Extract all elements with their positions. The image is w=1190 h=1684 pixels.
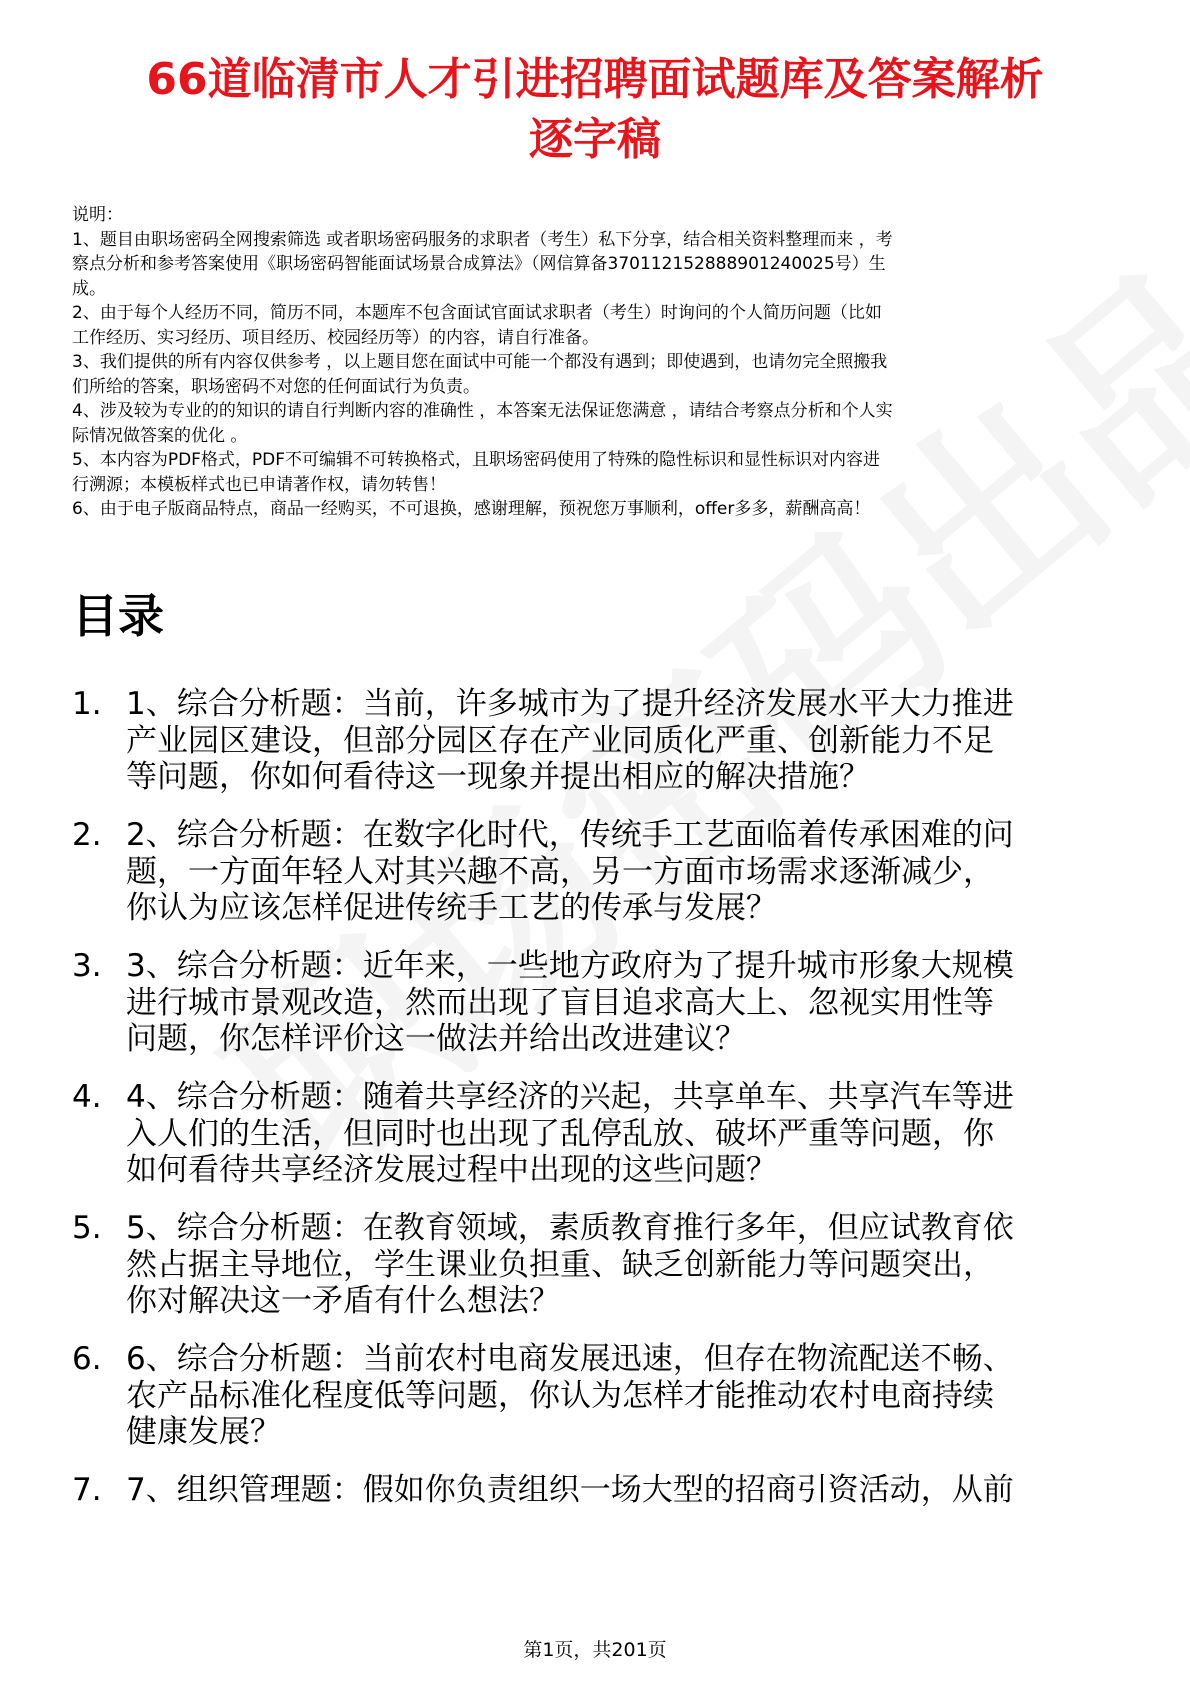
toc-item-line: 然占据主导地位，学生课业负担重、缺乏创新能力等问题突出， <box>126 1246 994 1283</box>
toc-item-line: 3、综合分析题：近年来，一些地方政府为了提升城市形象大规模 <box>126 948 1014 984</box>
toc-item[interactable] <box>72 817 1132 927</box>
notes-line: 们所给的答案，职场密码不对您的任何面试行为负责。 <box>72 376 480 397</box>
toc-item-line: 问题，你怎样评价这一做法并给出改进建议？ <box>126 1021 746 1057</box>
toc-item-text <box>126 817 1132 927</box>
toc-item[interactable] <box>72 948 1132 1058</box>
toc-item-text <box>126 1079 1132 1189</box>
page-footer: 第1页，共201页 <box>523 1639 667 1661</box>
toc-item[interactable] <box>72 686 1132 796</box>
toc-item-line: 6、综合分析题：当前农村电商发展迅速，但存在物流配送不畅、 <box>126 1341 1014 1377</box>
title-line: 逐字稿 <box>529 114 661 165</box>
toc-item-line: 农产品标准化程度低等问题，你认为怎样才能推动农村电商持续 <box>126 1377 994 1414</box>
toc-item-number: 3. <box>72 948 102 984</box>
toc-heading: 目录 <box>72 589 164 643</box>
toc-item-line: 等问题，你如何看待这一现象并提出相应的解决措施？ <box>126 759 870 795</box>
notes-line: 4、涉及较为专业的的知识的请自行判断内容的准确性 ，本答案无法保证您满意 ，请结合考察点分析和个人实 <box>72 401 893 421</box>
toc-item-line: 5、综合分析题：在教育领域，素质教育推行多年，但应试教育依 <box>126 1210 1014 1246</box>
toc-item-line: 如何看待共享经济发展过程中出现的这些问题？ <box>126 1152 777 1188</box>
toc-item-text <box>126 948 1132 1058</box>
notes-line: 3、我们提供的所有内容仅供参考 ，以上题目您在面试中可能一个都没有遇到；即使遇到，也请勿完全照搬我 <box>72 352 888 372</box>
toc-item-number: 5. <box>72 1210 102 1246</box>
toc-item-number: 2. <box>72 817 102 853</box>
toc-item[interactable] <box>72 1079 1132 1189</box>
toc-item-text <box>126 1341 1132 1451</box>
toc-item-line: 产业园区建设，但部分园区存在产业同质化严重、创新能力不足 <box>126 722 994 759</box>
toc-item-line: 2、综合分析题：在数字化时代，传统手工艺面临着传承困难的问 <box>126 817 1014 853</box>
toc-item-line: 1、综合分析题：当前，许多城市为了提升经济发展水平大力推进 <box>126 686 1014 722</box>
toc-item[interactable] <box>72 1210 1132 1320</box>
notes-line: 说明： <box>72 205 123 225</box>
toc-item-line: 4、综合分析题：随着共享经济的兴起，共享单车、共享汽车等进 <box>126 1079 1014 1115</box>
toc-item[interactable] <box>72 1472 1132 1509</box>
toc-item-line: 健康发展？ <box>126 1414 281 1450</box>
toc-item-line: 进行城市景观改造，然而出现了盲目追求高大上、忽视实用性等 <box>126 984 994 1021</box>
notes-line: 行溯源；本模板样式也已申请著作权，请勿转售！ <box>72 474 446 495</box>
notes-section <box>72 203 1118 522</box>
notes-line: 察点分析和参考答案使用《职场密码智能面试场景合成算法》（网信算备370112152888901240025号）生 <box>72 254 886 274</box>
toc-item-line: 你对解决这一矛盾有什么想法？ <box>126 1283 560 1319</box>
toc-item-number: 4. <box>72 1079 102 1115</box>
notes-line: 5、本内容为PDF格式，PDF不可编辑不可转换格式，且职场密码使用了特殊的隐性标识和显性标识对内容进 <box>72 450 881 470</box>
document-title <box>0 50 1190 170</box>
notes-line: 1、题目由职场密码全网搜索筛选 或者职场密码服务的求职者（考生）私下分享，结合相关资料整理而来 ，考 <box>72 229 893 250</box>
toc-item[interactable] <box>72 1341 1132 1451</box>
title-line: 66道临清市人才引进招聘面试题库及答案解析 <box>146 54 1044 105</box>
toc-item-line: 入人们的生活，但同时也出现了乱停乱放、破坏严重等问题，你 <box>126 1115 994 1152</box>
toc-item-text <box>126 1210 1132 1320</box>
toc-list <box>72 686 1132 1530</box>
notes-line: 2、由于每个人经历不同，简历不同，本题库不包含面试官面试求职者（考生）时询问的个人简历问题（比如 <box>72 303 882 323</box>
toc-item-line: 题，一方面年轻人对其兴趣不高，另一方面市场需求逐渐减少， <box>126 853 994 890</box>
toc-item-text <box>126 686 1132 796</box>
notes-line: 6、由于电子版商品特点，商品一经购买，不可退换，感谢理解，预祝您万事顺利，offer多多，薪酬高高！ <box>72 499 871 519</box>
toc-item-number: 6. <box>72 1341 102 1377</box>
toc-item-number: 1. <box>72 686 102 722</box>
toc-item-text <box>126 1472 1132 1509</box>
notes-line: 际情况做答案的优化 。 <box>72 425 248 446</box>
toc-item-line: 7、组织管理题：假如你负责组织一场大型的招商引资活动，从前 <box>126 1472 1014 1508</box>
notes-line: 成。 <box>72 278 106 299</box>
toc-item-number: 7. <box>72 1472 102 1508</box>
notes-line: 工作经历、实习经历、项目经历、校园经历等）的内容，请自行准备。 <box>72 327 599 348</box>
toc-item-line: 你认为应该怎样促进传统手工艺的传承与发展？ <box>126 890 777 926</box>
